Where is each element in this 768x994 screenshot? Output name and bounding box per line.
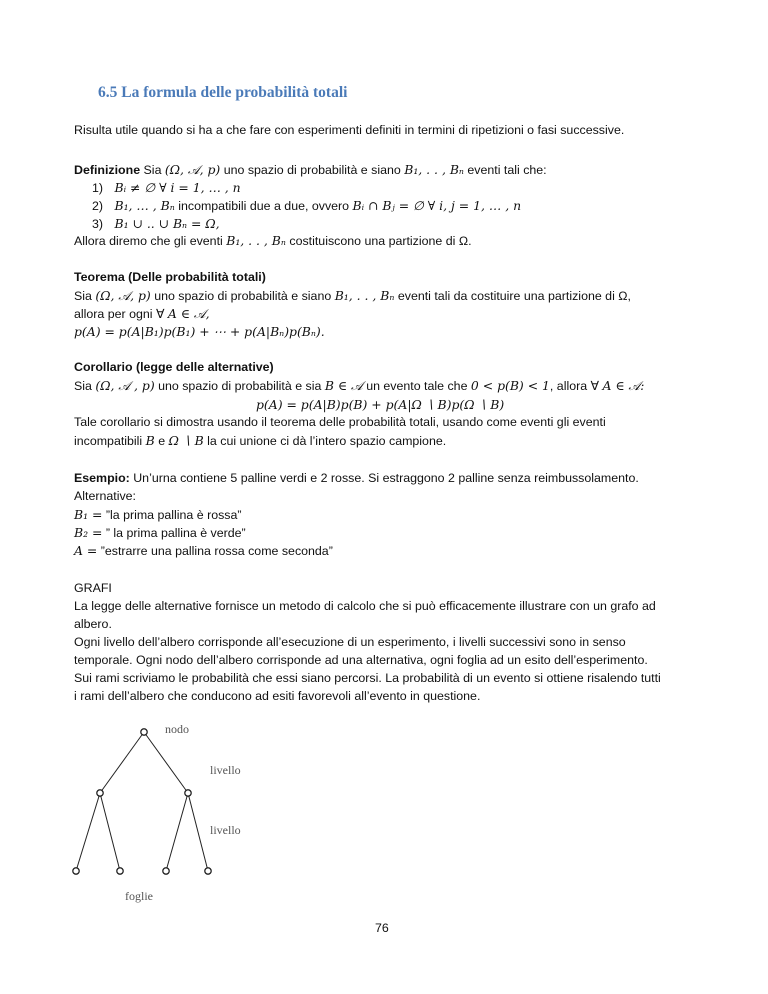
text-fragment: allora per ogni ∀ bbox=[74, 307, 165, 321]
tree-branch bbox=[100, 732, 144, 793]
theorem-formula: p(A) = p(A|B₁)p(B₁) + ⋯ + p(A|Bₙ)p(Bₙ). bbox=[74, 324, 325, 339]
math-fragment: B₁, . . , Bₙ bbox=[404, 162, 464, 177]
math-fragment: Bᵢ ≠ ∅ ∀ i = 1, … , n bbox=[114, 180, 241, 195]
corollary-line3: Tale corollario si dimostra usando il teorema delle probabilità totali, usando come eventi gli eventi bbox=[74, 415, 606, 429]
text-fragment: ”estrarre una pallina rossa come seconda” bbox=[100, 544, 333, 558]
list-number: 2) bbox=[92, 199, 104, 213]
theorem-line2 bbox=[74, 306, 210, 322]
list-number: 1) bbox=[92, 181, 104, 195]
theorem-line1 bbox=[74, 288, 631, 304]
text-fragment: uno spazio di probabilità e siano bbox=[223, 163, 401, 177]
tree-branch bbox=[100, 793, 120, 871]
math-fragment: A = bbox=[74, 543, 98, 558]
tree-label-node: nodo bbox=[165, 722, 189, 736]
definition-label: Definizione bbox=[74, 163, 141, 177]
tree-branch bbox=[76, 793, 100, 871]
text-fragment: un evento tale che bbox=[366, 379, 468, 393]
text-fragment: incompatibili due a due, ovvero bbox=[178, 199, 350, 213]
math-fragment: B₁, . . , Bₙ bbox=[226, 233, 286, 248]
math-fragment: (Ω, 𝒜, p) bbox=[95, 288, 151, 303]
list-number: 3) bbox=[92, 217, 104, 231]
tree-leaf bbox=[117, 868, 123, 874]
text-fragment: Allora diremo che gli eventi bbox=[74, 234, 223, 248]
math-fragment: Ω ∖ B bbox=[168, 433, 204, 448]
tree-branch bbox=[144, 732, 188, 793]
intro-text: Risulta utile quando si ha a che fare con esperimenti definiti in termini di ripetizioni o fasi successive. bbox=[74, 123, 625, 137]
example-alternatives-label: Alternative: bbox=[74, 489, 136, 503]
tree-leaf bbox=[163, 868, 169, 874]
text-fragment: eventi tali da costituire una partizione di Ω, bbox=[397, 289, 631, 303]
tree-leaf bbox=[73, 868, 79, 874]
tree-node bbox=[185, 790, 191, 796]
graphs-line: Sui rami scriviamo le probabilità che essi siano percorsi. La probabilità di un evento si ottiene risalendo tutti bbox=[74, 671, 661, 685]
tree-node bbox=[97, 790, 103, 796]
corollary-line4 bbox=[74, 433, 446, 448]
text-fragment: e bbox=[158, 434, 166, 448]
math-fragment: (Ω, 𝒜 , p) bbox=[95, 378, 155, 393]
text-fragment: incompatibili bbox=[74, 434, 143, 448]
tree-label-level1: livello bbox=[210, 763, 241, 777]
definition-line1 bbox=[74, 162, 547, 178]
corollary-line1 bbox=[74, 378, 644, 394]
section-title: 6.5 La formula delle probabilità totali bbox=[98, 84, 348, 101]
math-fragment: B₁ = bbox=[74, 507, 103, 522]
math-fragment: B₁, … , Bₙ bbox=[114, 198, 175, 213]
example-a bbox=[74, 543, 333, 558]
definition-item-2 bbox=[92, 198, 521, 213]
text-fragment: la cui unione ci dà l’intero spazio campione. bbox=[207, 434, 447, 448]
example-b1 bbox=[74, 507, 242, 522]
text-fragment: Sia bbox=[74, 379, 92, 393]
math-fragment: B₁, . . , Bₙ bbox=[334, 288, 395, 303]
definition-conclusion bbox=[74, 233, 472, 248]
math-fragment: Bᵢ ∩ Bⱼ = ∅ ∀ i, j = 1, … , n bbox=[352, 198, 522, 213]
example-b2 bbox=[74, 525, 246, 540]
tree-leaf bbox=[205, 868, 211, 874]
math-fragment: B₁ ∪ .. ∪ Bₙ = Ω, bbox=[114, 216, 220, 231]
text-fragment: eventi tali che: bbox=[467, 163, 547, 177]
text-fragment: ”la prima pallina è rossa” bbox=[105, 508, 242, 522]
math-fragment: B bbox=[145, 433, 155, 448]
graphs-title: GRAFI bbox=[74, 581, 112, 595]
theorem-title: Teorema (Delle probabilità totali) bbox=[74, 270, 266, 284]
example-line1 bbox=[74, 471, 639, 485]
graphs-line: temporale. Ogni nodo dell’albero corrisponde ad una alternativa, ogni foglia ad un esito dell’esperimento. bbox=[74, 653, 648, 667]
tree-branch bbox=[188, 793, 208, 871]
text-fragment: , allora ∀ bbox=[549, 379, 600, 393]
text-fragment: uno spazio di probabilità e sia bbox=[158, 379, 322, 393]
tree-diagram bbox=[60, 715, 260, 910]
tree-branch bbox=[166, 793, 188, 871]
math-fragment: B₂ = bbox=[74, 525, 103, 540]
text-fragment: Sia bbox=[74, 289, 92, 303]
text-fragment: ” la prima pallina è verde” bbox=[105, 526, 246, 540]
text-fragment: costituiscono una partizione di Ω. bbox=[289, 234, 472, 248]
tree-label-level2: livello bbox=[210, 823, 241, 837]
text-fragment: Sia bbox=[143, 163, 162, 177]
tree-label-leaves: foglie bbox=[125, 889, 153, 903]
math-fragment: 0 < p(B) < 1 bbox=[470, 378, 550, 393]
graphs-line: i rami dell’albero che conducono ad esiti favorevoli all’evento in questione. bbox=[74, 689, 481, 703]
text-fragment: Un’urna contiene 5 palline verdi e 2 rosse. Si estraggono 2 palline senza reimbussolamento. bbox=[133, 471, 639, 485]
graphs-line: Ogni livello dell’albero corrisponde all’esecuzione di un esperimento, i livelli successivi sono in senso bbox=[74, 635, 626, 649]
math-fragment: A ∈ 𝒜: bbox=[602, 378, 645, 393]
corollary-formula: p(A) = p(A|B)p(B) + p(A|Ω ∖ B)p(Ω ∖ B) bbox=[256, 397, 505, 412]
graphs-line: albero. bbox=[74, 617, 112, 631]
text-fragment: uno spazio di probabilità e siano bbox=[154, 289, 332, 303]
definition-item-1 bbox=[92, 180, 241, 195]
tree-node-root bbox=[141, 729, 147, 735]
example-label: Esempio: bbox=[74, 471, 130, 485]
page-number: 76 bbox=[375, 921, 389, 935]
corollary-title: Corollario (legge delle alternative) bbox=[74, 360, 274, 374]
math-fragment: (Ω, 𝒜, p) bbox=[164, 162, 221, 177]
math-fragment: B ∈ 𝒜 bbox=[324, 378, 363, 393]
graphs-line: La legge delle alternative fornisce un metodo di calcolo che si può efficacemente illustrare con un grafo ad bbox=[74, 599, 656, 613]
math-fragment: A ∈ 𝒜, bbox=[167, 306, 210, 321]
definition-item-3 bbox=[92, 216, 220, 231]
